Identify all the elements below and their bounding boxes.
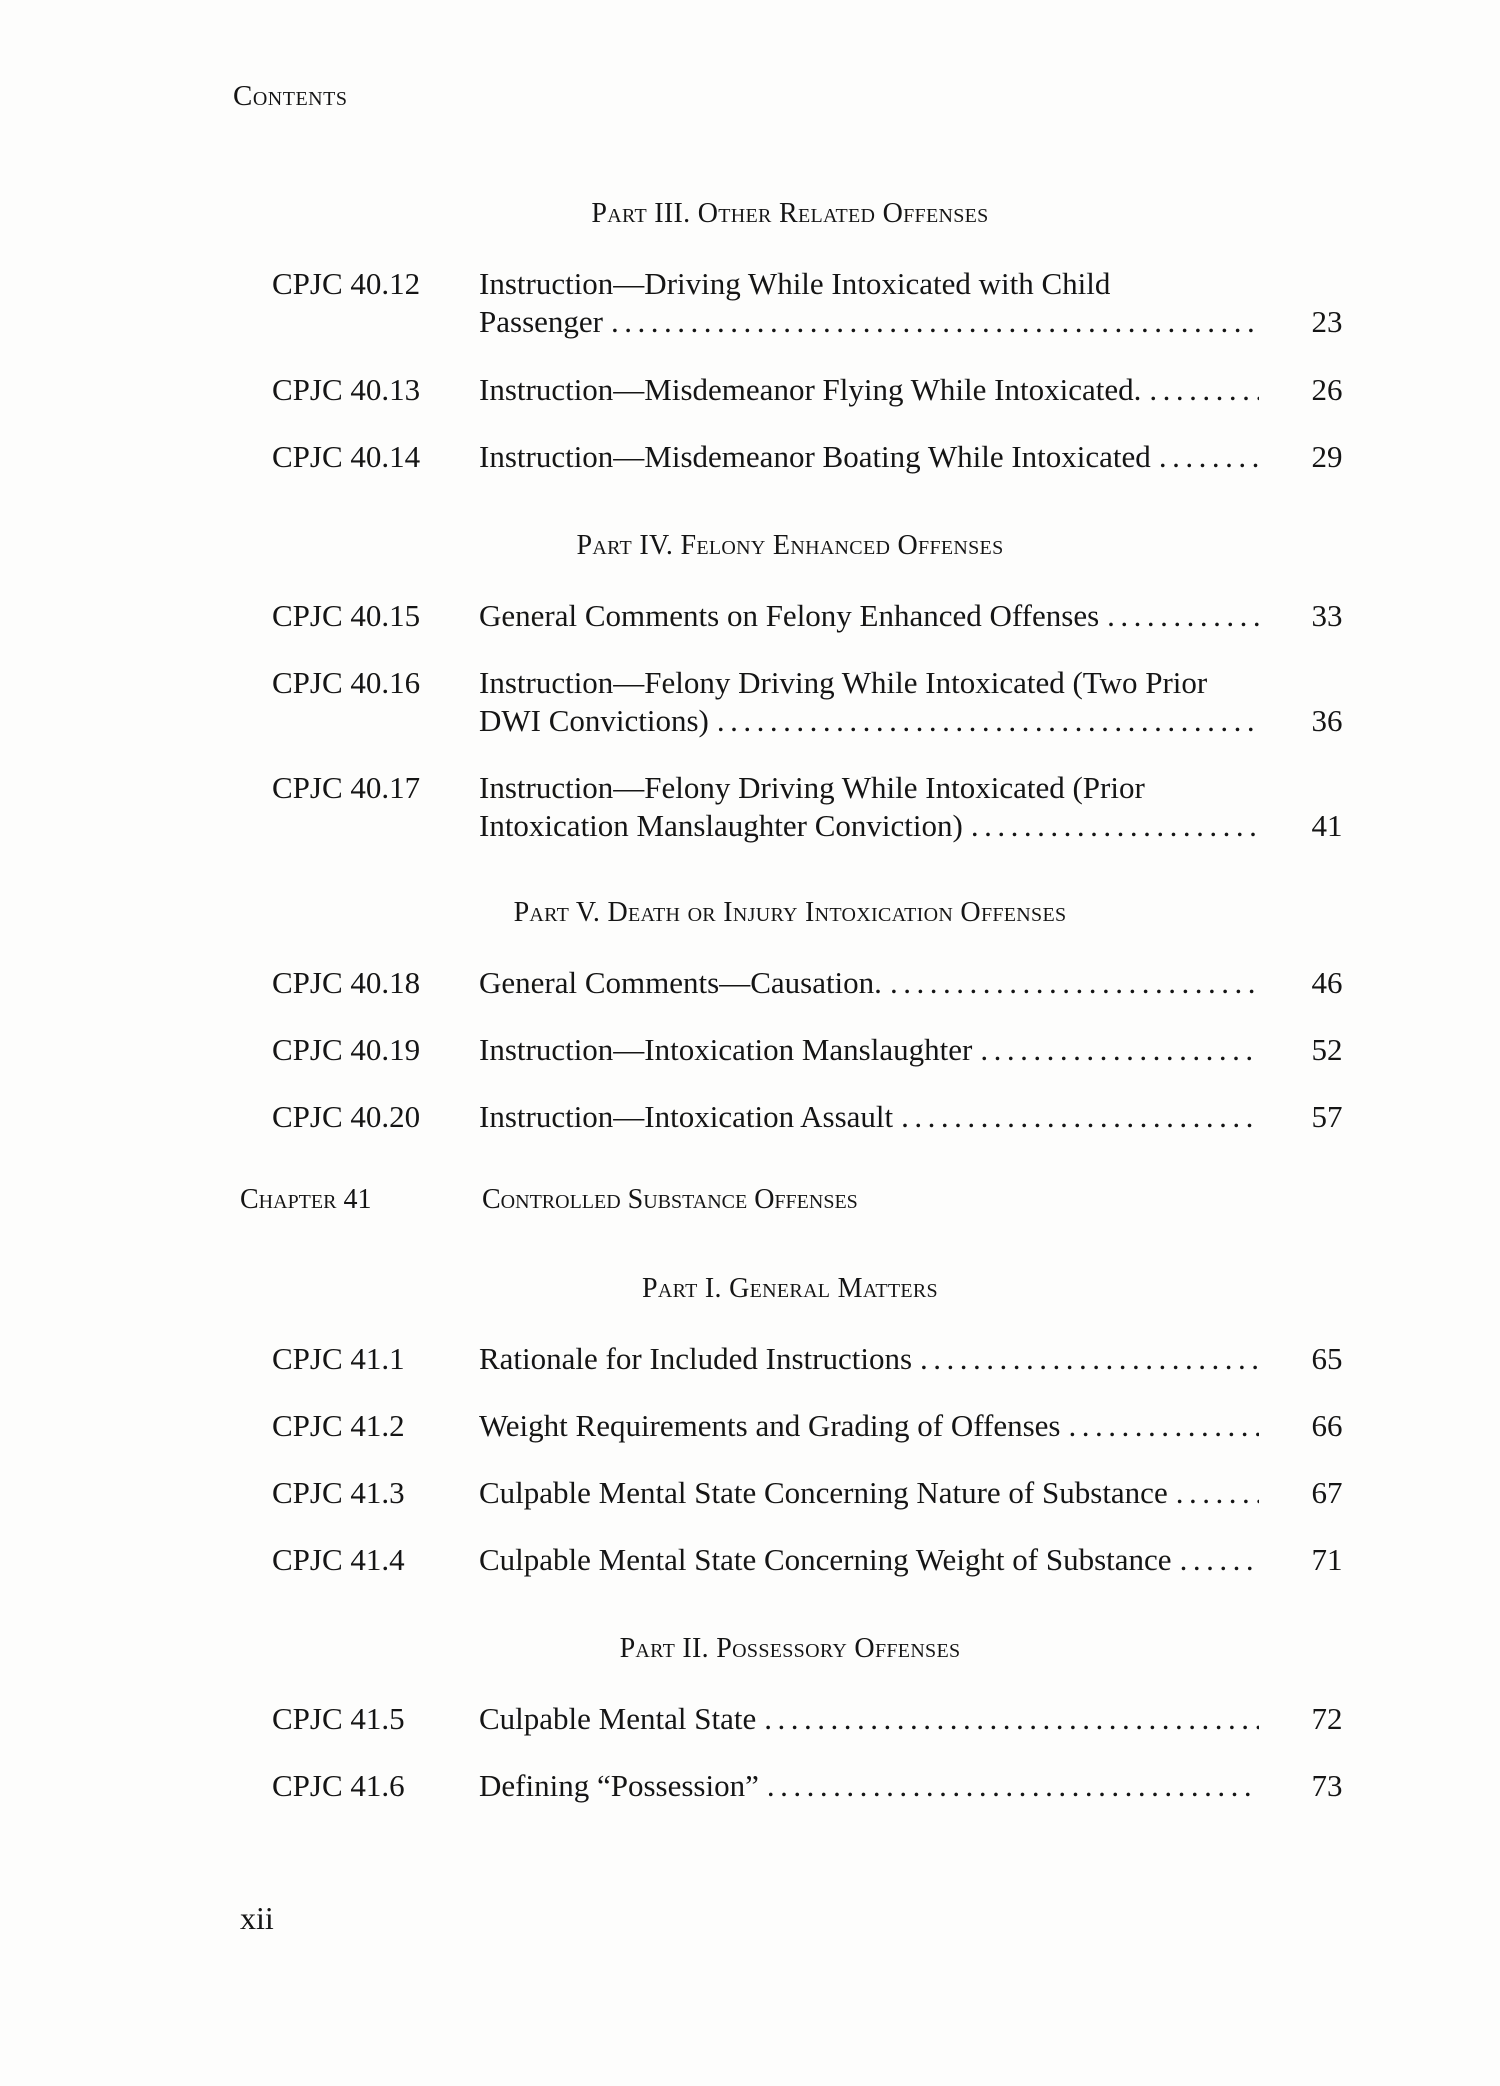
title-line: Passenger: [479, 304, 603, 339]
entry-title: [479, 371, 1259, 409]
entry-page: 41: [1311, 808, 1343, 843]
entry-title: [479, 1767, 1259, 1805]
entry-page: 46: [1311, 965, 1343, 1000]
dot-leader: [920, 1340, 1259, 1378]
entry-page: 67: [1311, 1475, 1343, 1510]
dot-leader: [764, 1700, 1259, 1738]
entry-code: CPJC 41.3: [272, 1475, 405, 1510]
chapter-title: Controlled Substance Offenses: [482, 1184, 858, 1215]
title-line: Instruction—Misdemeanor Boating While Intoxicated: [479, 439, 1151, 474]
entry-title: [479, 1474, 1259, 1512]
title-line: General Comments on Felony Enhanced Offenses: [479, 598, 1100, 633]
title-line: Instruction—Misdemeanor Flying While Intoxicated.: [479, 372, 1142, 407]
entry-title: [479, 1098, 1259, 1136]
entry-code: CPJC 40.13: [272, 372, 421, 407]
entry-title: [479, 964, 1259, 1002]
entry-title: [479, 265, 1259, 341]
entry-code: CPJC 41.4: [272, 1542, 405, 1577]
title-line: Defining “Possession”: [479, 1768, 759, 1803]
entry-page: 33: [1311, 598, 1343, 633]
dot-leader: [611, 303, 1259, 341]
entry-page: 73: [1311, 1768, 1343, 1803]
entry-code: CPJC 40.20: [272, 1099, 421, 1134]
entry-page: 71: [1311, 1542, 1343, 1577]
title-line: Culpable Mental State Concerning Nature of Substance: [479, 1475, 1168, 1510]
entry-code: CPJC 41.5: [272, 1701, 405, 1736]
dot-leader: [1159, 438, 1259, 476]
entry-page: 57: [1311, 1099, 1343, 1134]
entry-code: CPJC 41.1: [272, 1341, 405, 1376]
entry-code: CPJC 40.12: [272, 266, 421, 301]
dot-leader: [767, 1767, 1259, 1805]
chapter-number: Chapter 41: [240, 1184, 372, 1215]
title-line: Instruction—Intoxication Assault: [479, 1099, 894, 1134]
title-line: DWI Convictions): [479, 703, 709, 738]
part-heading: Part II. Possessory Offenses: [619, 1633, 961, 1664]
entry-page: 23: [1311, 304, 1343, 339]
entry-title: [479, 1700, 1259, 1738]
entry-code: CPJC 40.16: [272, 665, 421, 700]
entry-title: [479, 438, 1259, 476]
part-heading: Part I. General Matters: [642, 1273, 938, 1304]
part-heading: Part IV. Felony Enhanced Offenses: [576, 530, 1004, 561]
title-line: Instruction—Felony Driving While Intoxicated (Prior: [479, 770, 1145, 805]
title-line: Intoxication Manslaughter Conviction): [479, 808, 963, 843]
page-number: xii: [240, 1900, 274, 1936]
part-heading: Part V. Death or Injury Intoxication Offenses: [513, 897, 1067, 928]
entry-page: 36: [1311, 703, 1343, 738]
dot-leader: [1068, 1407, 1259, 1445]
dot-leader: [1107, 597, 1259, 635]
title-line: General Comments—Causation.: [479, 965, 882, 1000]
title-line: Culpable Mental State: [479, 1701, 757, 1736]
title-line: Instruction—Intoxication Manslaughter: [479, 1032, 973, 1067]
entry-code: CPJC 41.2: [272, 1408, 405, 1443]
dot-leader: [1180, 1541, 1259, 1579]
entry-code: CPJC 40.18: [272, 965, 421, 1000]
dot-leader: [717, 702, 1259, 740]
entry-page: 65: [1311, 1341, 1343, 1376]
dot-leader: [980, 1031, 1259, 1069]
entry-title: [479, 597, 1259, 635]
entry-code: CPJC 40.14: [272, 439, 421, 474]
entry-title: [479, 1031, 1259, 1069]
running-head: Contents: [233, 80, 348, 112]
entry-code: CPJC 40.19: [272, 1032, 421, 1067]
title-line: Rationale for Included Instructions: [479, 1341, 913, 1376]
title-line: Instruction—Felony Driving While Intoxicated (Two Prior: [479, 665, 1208, 700]
entry-page: 26: [1311, 372, 1343, 407]
entry-page: 29: [1311, 439, 1343, 474]
title-line: Instruction—Driving While Intoxicated with Child: [479, 266, 1111, 301]
entry-title: [479, 664, 1259, 740]
dot-leader: [1149, 371, 1259, 409]
entry-code: CPJC 40.15: [272, 598, 421, 633]
entry-code: CPJC 40.17: [272, 770, 421, 805]
title-line: Culpable Mental State Concerning Weight of Substance: [479, 1542, 1172, 1577]
entry-page: 72: [1311, 1701, 1343, 1736]
entry-page: 52: [1311, 1032, 1343, 1067]
entry-title: [479, 1340, 1259, 1378]
entry-code: CPJC 41.6: [272, 1768, 405, 1803]
entry-title: [479, 769, 1259, 845]
part-heading: Part III. Other Related Offenses: [591, 198, 989, 229]
dot-leader: [890, 964, 1259, 1002]
dot-leader: [971, 807, 1259, 845]
dot-leader: [1176, 1474, 1259, 1512]
entry-title: [479, 1407, 1259, 1445]
dot-leader: [901, 1098, 1259, 1136]
entry-title: [479, 1541, 1259, 1579]
title-line: Weight Requirements and Grading of Offenses: [479, 1408, 1061, 1443]
entry-page: 66: [1311, 1408, 1343, 1443]
